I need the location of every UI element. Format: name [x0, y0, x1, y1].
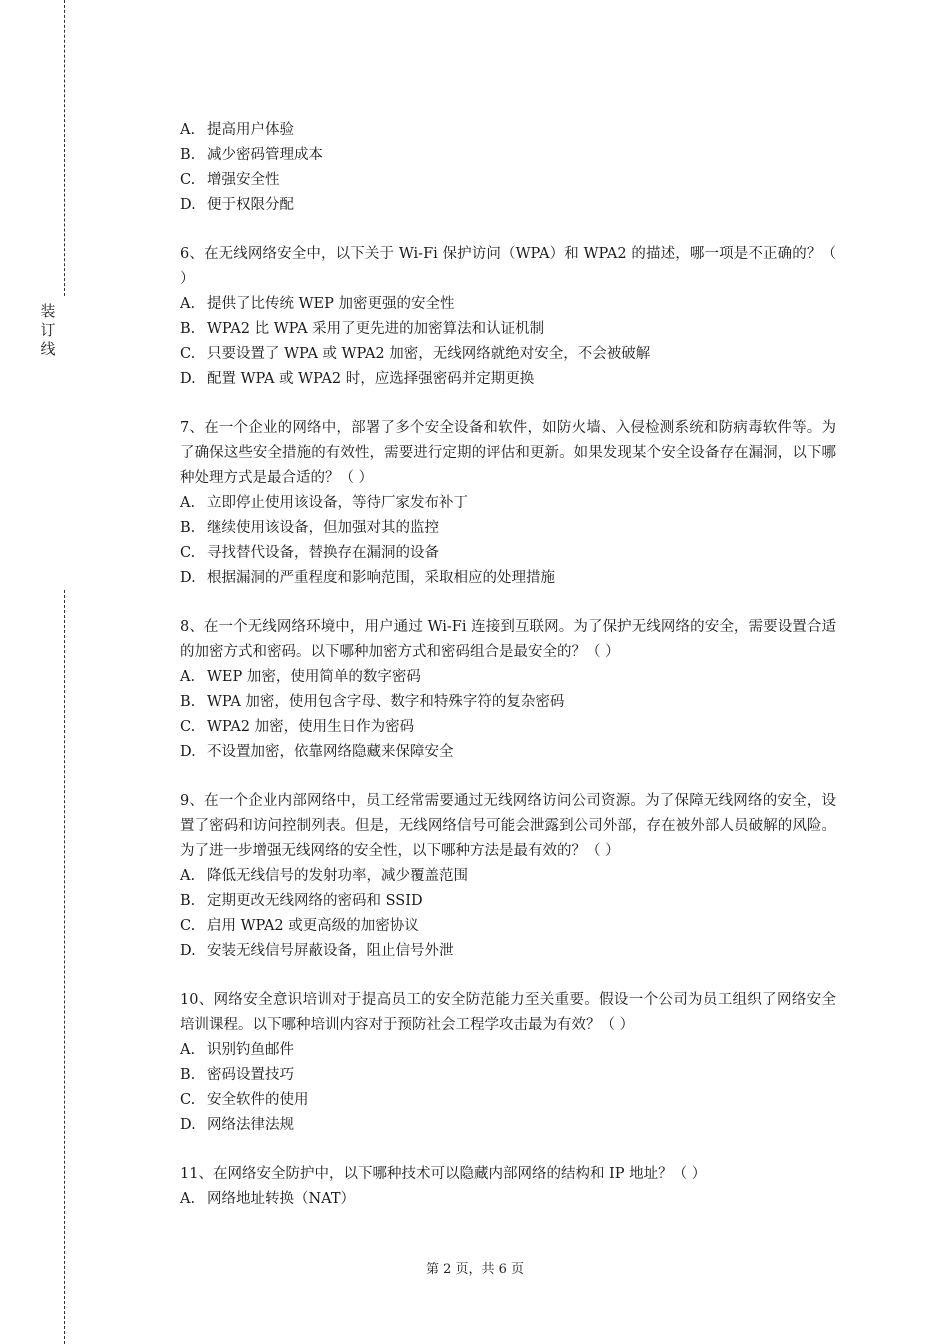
binding-label-char: 订	[40, 321, 56, 339]
option: C. 安全软件的使用	[180, 1092, 309, 1108]
option: B. WPA 加密，使用包含字母、数字和特殊字符的复杂密码	[180, 694, 565, 710]
question-5-continued	[180, 118, 836, 218]
option: B. 继续使用该设备，但加强对其的监控	[180, 520, 439, 536]
question-6	[180, 242, 836, 392]
question-10	[180, 988, 836, 1138]
page-number: 第 2 页，共 6 页	[425, 1262, 525, 1277]
binding-label-char: 装	[40, 302, 56, 320]
question-stem: 8、在一个无线网络环境中，用户通过 Wi-Fi 连接到互联网。为了保护无线网络的安全，需要设置合适的加密方式和密码。以下哪种加密方式和密码组合是最安全的？（ ）	[180, 619, 836, 660]
binding-label-char: 线	[40, 340, 56, 358]
option: C. 寻找替代设备，替换存在漏洞的设备	[180, 545, 439, 561]
question-stem: 7、在一个企业的网络中，部署了多个安全设备和软件，如防火墙、入侵检测系统和防病毒软件等。为了确保这些安全措施的有效性，需要进行定期的评估和更新。如果发现某个安全设备存在漏洞，以下哪种处理方式是最合适的？（ ）	[180, 420, 836, 486]
option: C. 增强安全性	[180, 172, 280, 188]
option: D. 网络法律法规	[180, 1117, 294, 1133]
option: D. 不设置加密，依靠网络隐藏来保障安全	[180, 744, 454, 760]
option: C. WPA2 加密，使用生日作为密码	[180, 719, 415, 735]
option: D. 配置 WPA 或 WPA2 时，应选择强密码并定期更换	[180, 371, 535, 387]
option: A. 提高用户体验	[180, 122, 294, 138]
question-stem: 9、在一个企业内部网络中，员工经常需要通过无线网络访问公司资源。为了保障无线网络的安全，设置了密码和访问控制列表。但是，无线网络信号可能会泄露到公司外部，存在被外部人员破解的风险。为了进一步增强无线网络的安全性，以下哪种方法是最有效的？（ ）	[180, 793, 836, 859]
option: A. 识别钓鱼邮件	[180, 1042, 294, 1058]
option: C. 只要设置了 WPA 或 WPA2 加密，无线网络就绝对安全，不会被破解	[180, 346, 651, 362]
option: A. 降低无线信号的发射功率，减少覆盖范围	[180, 868, 468, 884]
question-11	[180, 1162, 836, 1212]
binding-dashed-line-top	[64, 0, 65, 296]
question-9	[180, 789, 836, 964]
option: A. 立即停止使用该设备，等待厂家发布补丁	[180, 495, 468, 511]
option: B. 减少密码管理成本	[180, 147, 323, 163]
option: A. 网络地址转换（NAT）	[180, 1191, 356, 1207]
option: C. 启用 WPA2 或更高级的加密协议	[180, 918, 419, 934]
option: B. 密码设置技巧	[180, 1067, 294, 1083]
option: D. 安装无线信号屏蔽设备，阻止信号外泄	[180, 943, 454, 959]
question-stem: 10、网络安全意识培训对于提高员工的安全防范能力至关重要。假设一个公司为员工组织了网络安全培训课程。以下哪种培训内容对于预防社会工程学攻击最为有效？（ ）	[180, 992, 836, 1033]
option: D. 根据漏洞的严重程度和影响范围，采取相应的处理措施	[180, 570, 555, 586]
option: A. WEP 加密，使用简单的数字密码	[180, 669, 421, 685]
option: A. 提供了比传统 WEP 加密更强的安全性	[180, 296, 455, 312]
question-8	[180, 615, 836, 765]
question-list	[180, 118, 836, 1236]
binding-dashed-line-bottom	[64, 590, 65, 1344]
option: D. 便于权限分配	[180, 197, 294, 213]
binding-label	[38, 302, 58, 359]
question-stem: 11、在网络安全防护中，以下哪种技术可以隐藏内部网络的结构和 IP 地址？（ ）	[180, 1166, 707, 1182]
question-stem: 6、在无线网络安全中，以下关于 Wi-Fi 保护访问（WPA）和 WPA2 的描述，哪一项是不正确的？（ ）	[180, 246, 836, 287]
option: B. 定期更改无线网络的密码和 SSID	[180, 893, 423, 909]
question-7	[180, 416, 836, 591]
option: B. WPA2 比 WPA 采用了更先进的加密算法和认证机制	[180, 321, 545, 337]
